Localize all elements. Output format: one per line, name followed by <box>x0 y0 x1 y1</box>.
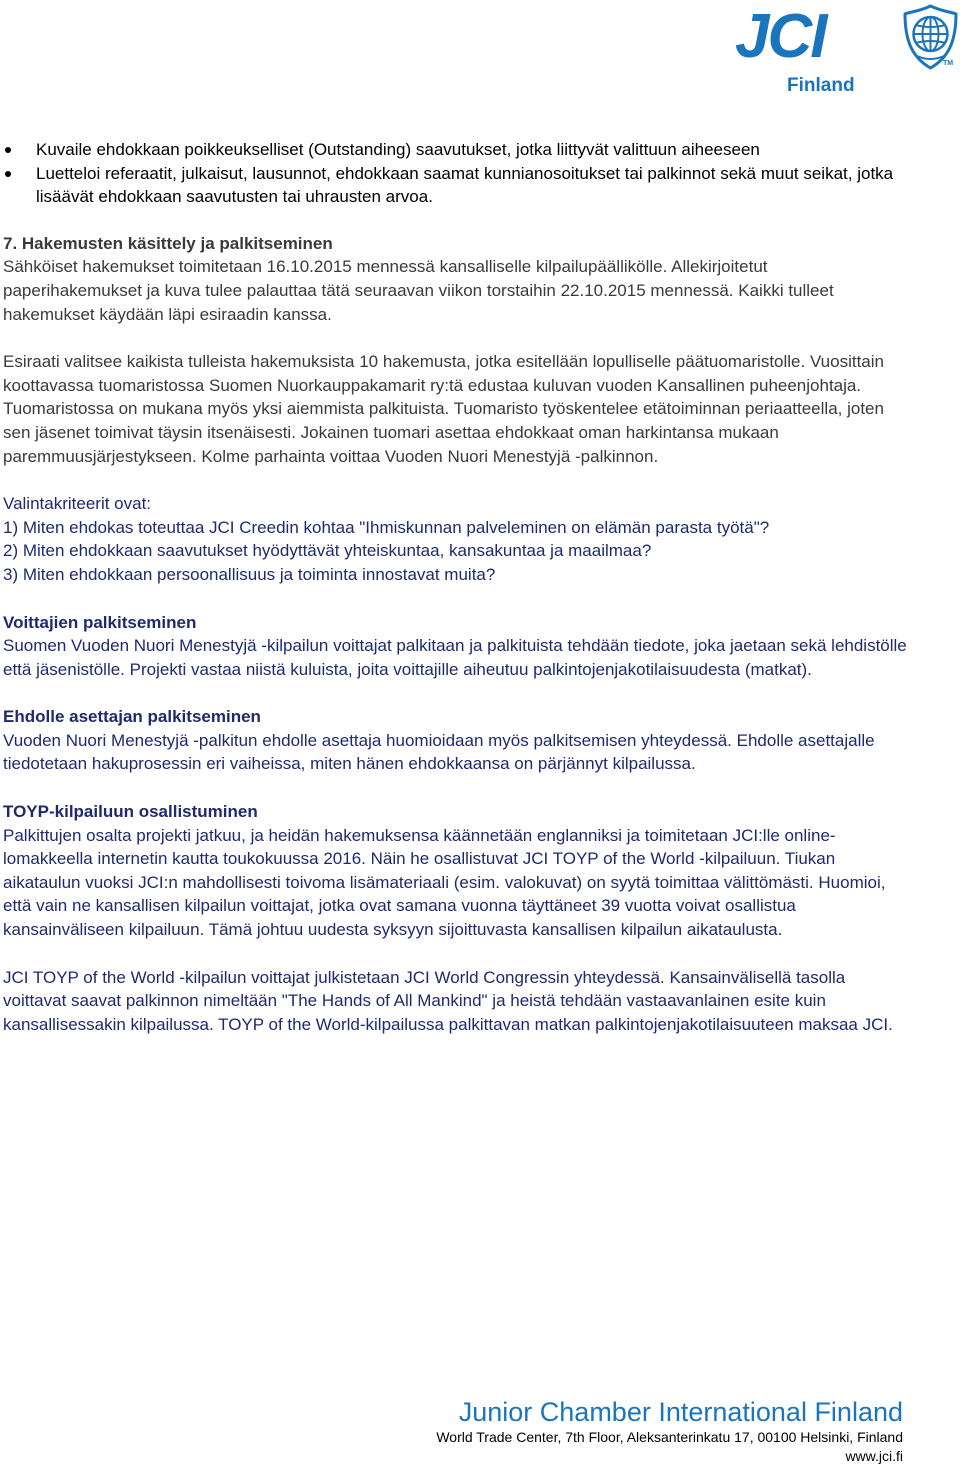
nominator-paragraph: Vuoden Nuori Menestyjä -palkitun ehdolle asettaja huomioidaan myös palkitsemisen yhteydessä. Ehdolle asettajalle tiedotetaan hakuprosessin eri vaiheissa, miten hänen ehdokkaansa on pärjännyt kilpailussa. <box>3 730 875 774</box>
toyp-paragraph-1: Palkittujen osalta projekti jatkuu, ja heidän hakemuksensa käännetään englanniksi ja toimitetaan JCI:lle online-lomakkeella internetin kautta toukokuussa 2016. Näin he osallistuvat JCI TOYP of the World -kilpailuun. Tiukan aikataulun vuoksi JCI:n mahdollisesti toivoma lisämateriaali (esim. valokuvat) on syytä toimittaa välittömästi. Huomioi, että vain ne kansallisen kilpailun voittajat, jotka ovat samana vuonna täyttäneet 39 vuotta voivat osallistua kansainväliseen kilpailuun. Tämä johtuu uudesta syksyyn sijoittuvasta kansallisen kilpailun aikataulusta. <box>3 825 886 940</box>
bullet-list <box>3 138 908 209</box>
logo-brand-text: JCI <box>735 2 826 71</box>
footer-org-name: Junior Chamber International Finland <box>458 1397 903 1427</box>
bullet-item: Luetteloi referaatit, julkaisut, lausunnot, ehdokkaan saamat kunnianosoitukset tai palkinnot sekä muut seikat, jotka lisäävät ehdokkaan saavutusten tai uhrausten arvoa. <box>3 162 908 209</box>
criteria-heading: Valintakriteerit ovat: <box>3 494 152 514</box>
jci-finland-logo <box>735 0 960 100</box>
bullet-item: Kuvaile ehdokkaan poikkeukselliset (Outstanding) saavutukset, jotka liittyvät valittuun aiheeseen <box>3 138 908 162</box>
nominator-title: Ehdolle asettajan palkitseminen <box>3 707 261 727</box>
criteria-item-1: 1) Miten ehdokas toteuttaa JCI Creedin kohtaa "Ihmiskunnan palveleminen on elämän parasta työtä"? <box>3 517 770 537</box>
document-body <box>3 138 908 1036</box>
criteria-item-3: 3) Miten ehdokkaan persoonallisuus ja toiminta innostavat muita? <box>3 564 496 584</box>
toyp-paragraph-2: JCI TOYP of the World -kilpailun voittajat julkistetaan JCI World Congressin yhteydessä. Kansainvälisellä tasolla voittavat saavat palkinnon nimeltään "The Hands of All Mankind" ja heistä tehdään vastaavanlainen esite kuin kansallisessakin kilpailussa. TOYP of the World-kilpailussa palkittavan matkan palkintojenjakotilaisuuteen maksaa JCI. <box>3 967 893 1034</box>
section-7-paragraph: Sähköiset hakemukset toimitetaan 16.10.2015 mennessä kansalliselle kilpailupäällikölle. Allekirjoitetut paperihakemukset ja kuva tulee palauttaa tätä seuraavan viikon torstaihin 22.10.2015 mennessä. Kaikki tulleet hakemukset käydään läpi esiraadin kanssa. <box>3 257 834 324</box>
footer-address: World Trade Center, 7th Floor, Aleksanterinkatu 17, 00100 Helsinki, Finland <box>436 1429 903 1445</box>
section-7-title: 7. Hakemusten käsittely ja palkitseminen <box>3 233 333 253</box>
winners-title: Voittajien palkitseminen <box>3 612 197 632</box>
jury-paragraph: Esiraati valitsee kaikista tulleista hakemuksista 10 hakemusta, jotka esitellään lopulliselle päätuomaristolle. Vuosittain koottavassa tuomaristossa Suomen Nuorkauppakamarit ry:tä edustaa kuluvan vuoden Kansallinen puheenjohtaja. Tuomaristossa on mukana myös yksi aiemmista palkituista. Tuomaristo työskentelee etätoiminnan periaatteella, joten sen jäsenet toimivat täysin itsenäisesti. Jokainen tuomari asettaa ehdokkaat oman harkintansa mukaan paremmuusjärjestykseen. Kolme parhainta voittaa Vuoden Nuori Menestyjä -palkinnon. <box>3 352 884 466</box>
toyp-title: TOYP-kilpailuun osallistuminen <box>3 802 258 822</box>
footer-website-link[interactable]: www.jci.fi <box>845 1448 903 1464</box>
page-footer <box>436 1397 903 1466</box>
logo-country-text: Finland <box>787 75 855 96</box>
winners-paragraph: Suomen Vuoden Nuori Menestyjä -kilpailun voittajat palkitaan ja palkituista tehdään tiedote, joka jaetaan sekä lehdistölle että jäsenistölle. Projekti vastaa niistä kuluista, joita voittajille aiheutuu palkintojenjakotilaisuudesta (matkat). <box>3 636 907 679</box>
logo-tm-mark: TM <box>943 60 954 67</box>
criteria-item-2: 2) Miten ehdokkaan saavutukset hyödyttävät yhteiskuntaa, kansakuntaa ja maailmaa? <box>3 541 652 561</box>
